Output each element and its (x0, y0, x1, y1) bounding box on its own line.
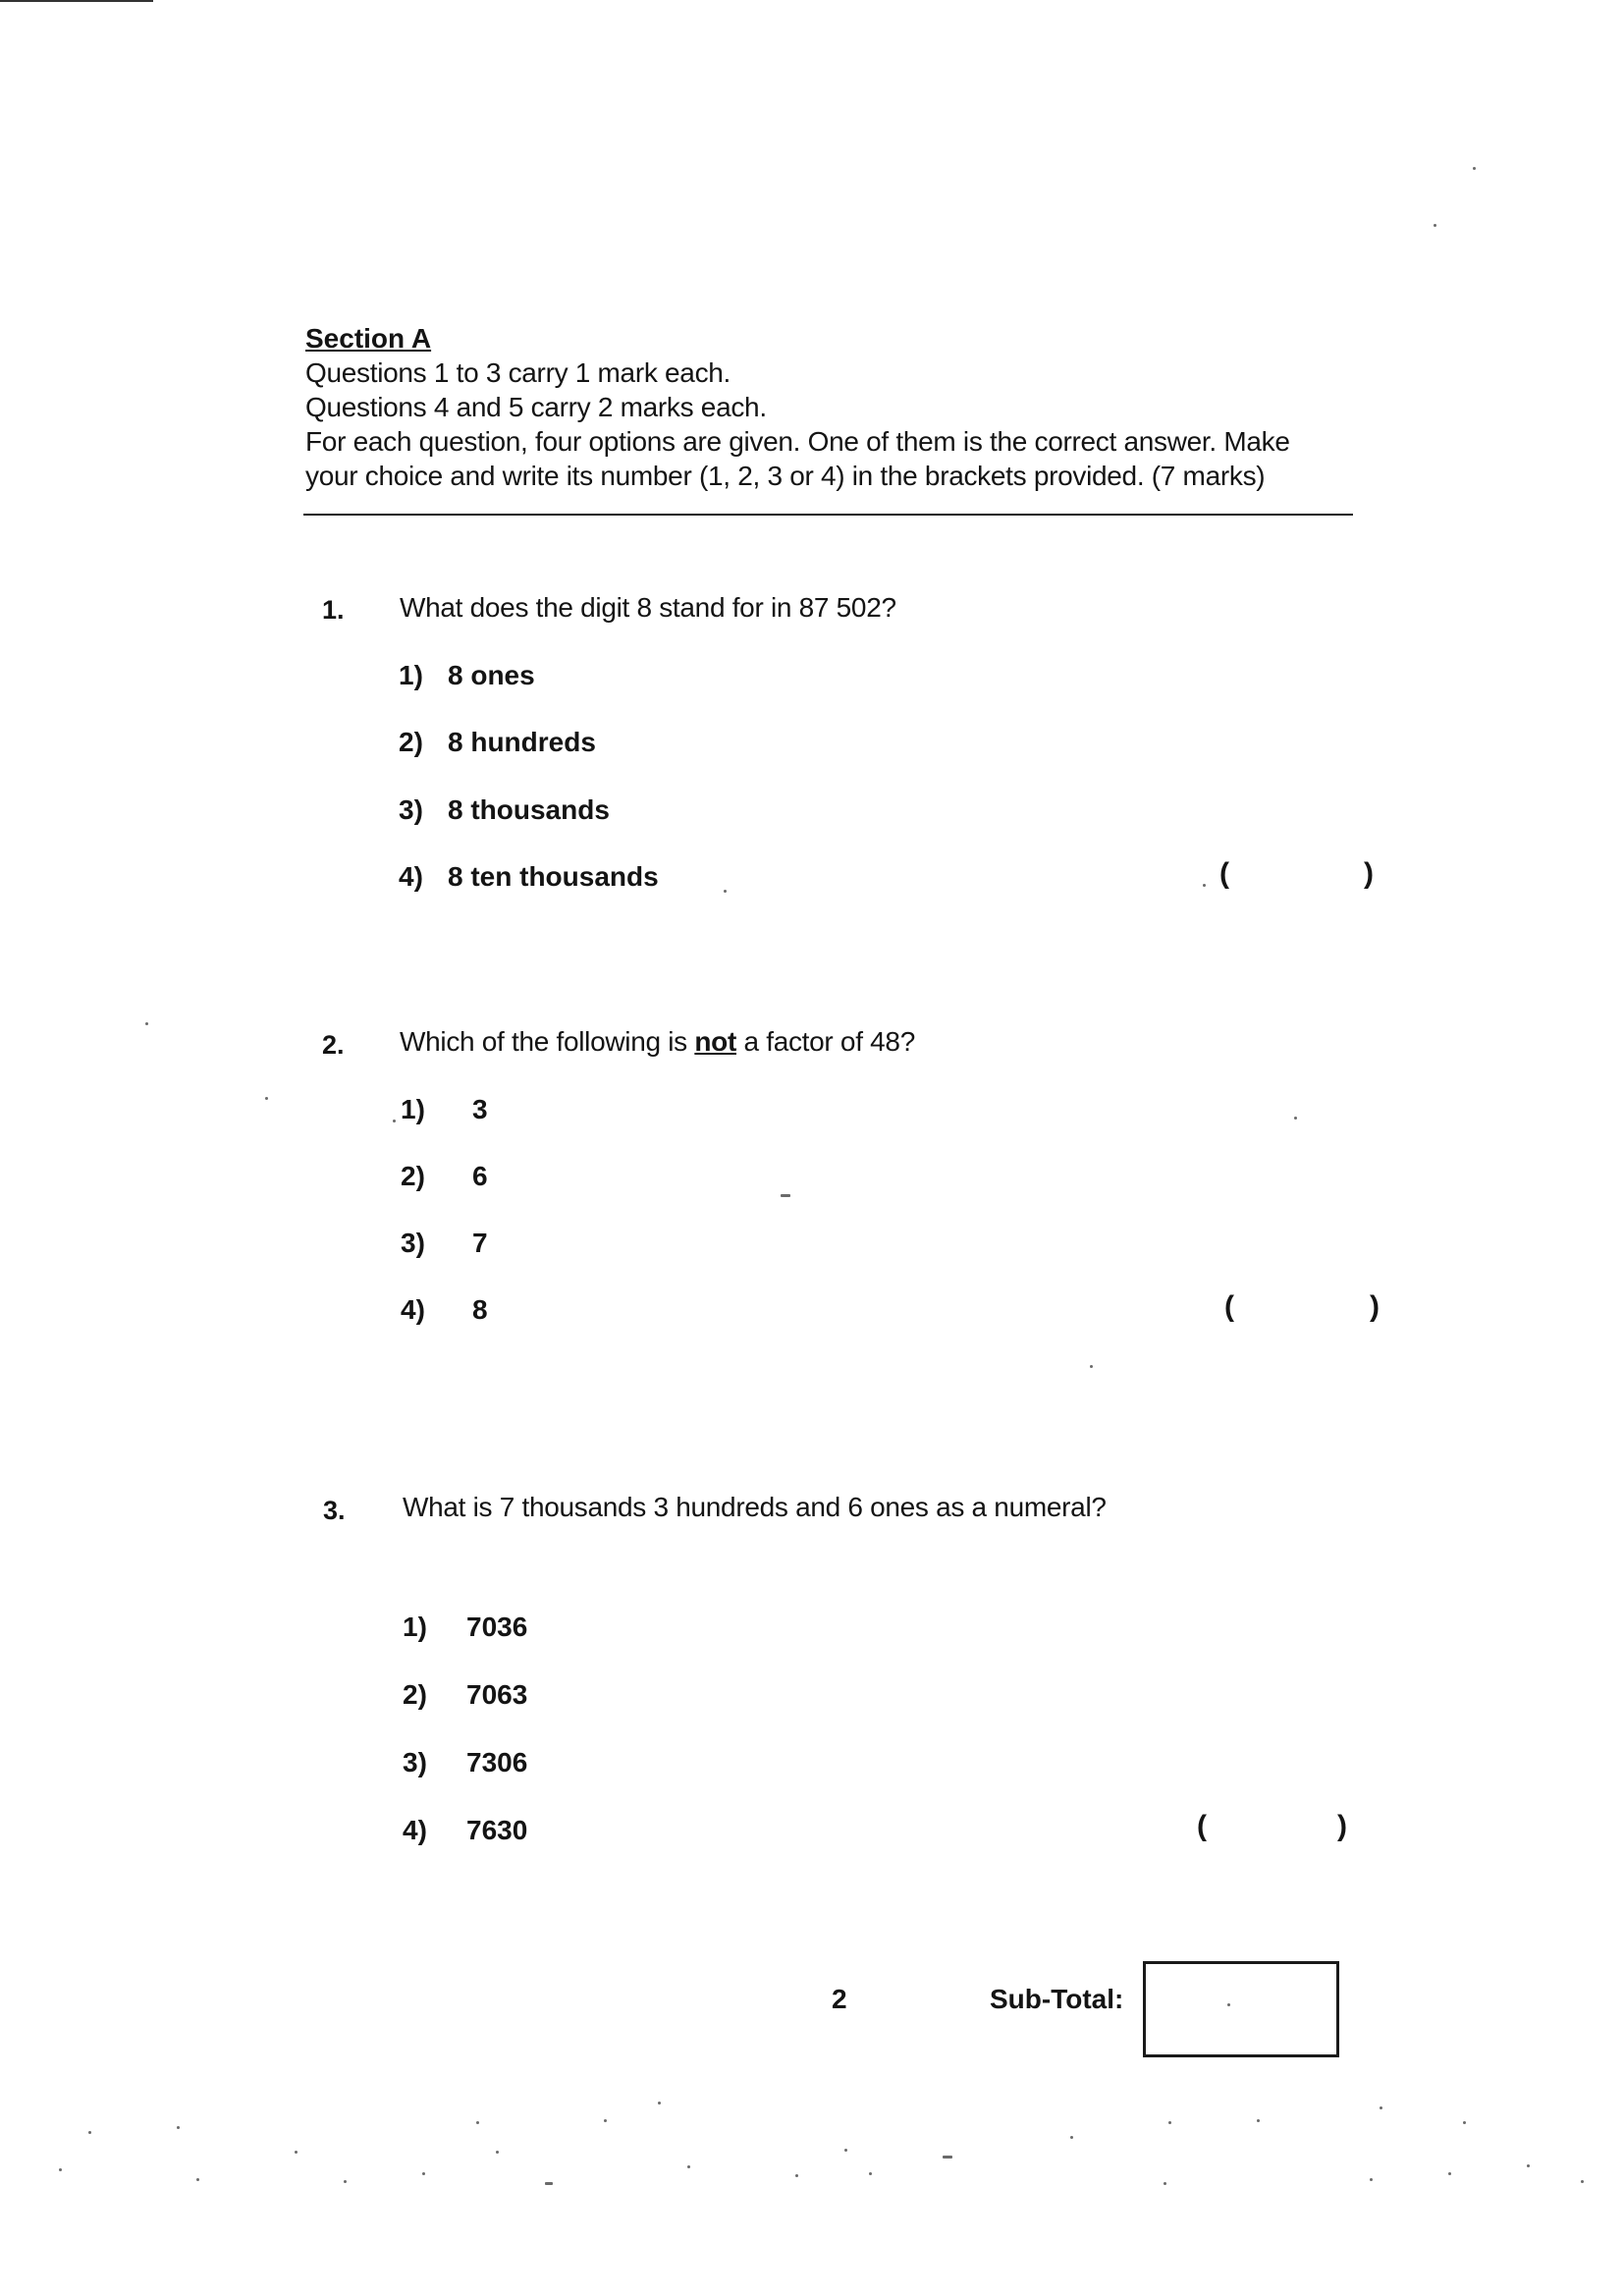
question-text: What is 7 thousands 3 hundreds and 6 ones as a numeral? (403, 1492, 1107, 1522)
scan-speck (724, 890, 727, 893)
option-number: 1) (401, 1094, 425, 1124)
scan-speck (422, 2172, 425, 2175)
scan-speck (59, 2168, 62, 2171)
option-text: 7630 (466, 1815, 528, 1845)
option-number: 4) (403, 1815, 427, 1845)
option-number: 3) (403, 1747, 427, 1777)
answer-bracket-open[interactable]: ( (1219, 857, 1229, 890)
scan-speck (869, 2172, 872, 2175)
option-text: 7 (472, 1228, 488, 1258)
scan-speck (196, 2178, 199, 2181)
instruction-line-4: your choice and write its number (1, 2, 3 or 4) in the brackets provided. (7 marks) (305, 461, 1266, 491)
option-number: 4) (401, 1294, 425, 1325)
scan-speck (344, 2180, 347, 2183)
option-number: 1) (403, 1612, 427, 1642)
option-text: 8 (472, 1294, 488, 1325)
question-text-start: Which of the following is (400, 1026, 695, 1057)
scan-speck (476, 2121, 479, 2124)
option-text: 7036 (466, 1612, 528, 1642)
question-text (400, 1026, 915, 1058)
scan-speck (943, 2156, 952, 2159)
scan-speck (781, 1194, 790, 1197)
section-title: Section A (305, 323, 432, 354)
option-text: 7306 (466, 1747, 528, 1777)
page-number: 2 (832, 1984, 847, 2014)
option-text: 8 ones (448, 660, 535, 690)
scan-speck (265, 1097, 268, 1100)
question-text-emphasis: not (694, 1026, 736, 1057)
scan-speck (1448, 2172, 1451, 2175)
scan-speck (496, 2151, 499, 2154)
scan-speck (1463, 2121, 1466, 2124)
scan-speck (1473, 167, 1476, 170)
question-text-end: a factor of 48? (735, 1026, 915, 1057)
scan-speck (1168, 2121, 1171, 2124)
question-number: 1. (322, 595, 345, 625)
option-number: 3) (399, 794, 423, 825)
scan-speck (795, 2174, 798, 2177)
option-text: 3 (472, 1094, 488, 1124)
question-number: 3. (323, 1496, 346, 1525)
question-text: What does the digit 8 stand for in 87 502? (400, 592, 896, 623)
answer-bracket-close[interactable]: ) (1364, 857, 1374, 890)
answer-bracket-open[interactable]: ( (1224, 1290, 1234, 1323)
scan-speck (1581, 2180, 1584, 2183)
scan-speck (1434, 224, 1436, 227)
scan-speck (844, 2149, 847, 2152)
scan-speck (1380, 2106, 1382, 2109)
scan-speck (1090, 1365, 1093, 1368)
header-divider (303, 514, 1353, 516)
instruction-line-3: For each question, four options are given. One of them is the correct answer. Make (305, 426, 1290, 457)
answer-bracket-close[interactable]: ) (1370, 1290, 1380, 1323)
option-number: 1) (399, 660, 423, 690)
subtotal-label: Sub-Total: (990, 1984, 1124, 2014)
answer-bracket-open[interactable]: ( (1197, 1810, 1207, 1842)
question-number: 2. (322, 1030, 345, 1060)
scan-speck (687, 2165, 690, 2168)
instruction-line-2: Questions 4 and 5 carry 2 marks each. (305, 392, 767, 422)
option-number: 3) (401, 1228, 425, 1258)
scan-speck (1257, 2119, 1260, 2122)
section-header (305, 321, 1356, 493)
instruction-line-1: Questions 1 to 3 carry 1 mark each. (305, 357, 731, 388)
top-edge-rule (0, 0, 153, 2)
option-text: 7063 (466, 1679, 528, 1710)
subtotal-box[interactable] (1143, 1961, 1339, 2057)
option-text: 8 hundreds (448, 727, 596, 757)
scan-speck (1164, 2182, 1166, 2185)
option-number: 2) (401, 1161, 425, 1191)
option-text: 8 thousands (448, 794, 610, 825)
scan-speck (604, 2119, 607, 2122)
scan-speck (1527, 2164, 1530, 2167)
scan-speck (1070, 2136, 1073, 2139)
scan-speck (1370, 2178, 1373, 2181)
scan-speck (658, 2102, 661, 2105)
answer-bracket-close[interactable]: ) (1337, 1810, 1347, 1842)
option-text: 8 ten thousands (448, 861, 659, 892)
option-number: 2) (399, 727, 423, 757)
scan-speck (545, 2182, 553, 2185)
option-number: 4) (399, 861, 423, 892)
scan-speck (145, 1022, 148, 1025)
option-number: 2) (403, 1679, 427, 1710)
scan-speck (177, 2126, 180, 2129)
scan-speck (1227, 2003, 1230, 2006)
scan-speck (1294, 1117, 1297, 1120)
scan-speck (1203, 884, 1206, 887)
scan-speck (295, 2151, 298, 2154)
scan-speck (88, 2131, 91, 2134)
scan-speck (393, 1120, 396, 1122)
option-text: 6 (472, 1161, 488, 1191)
